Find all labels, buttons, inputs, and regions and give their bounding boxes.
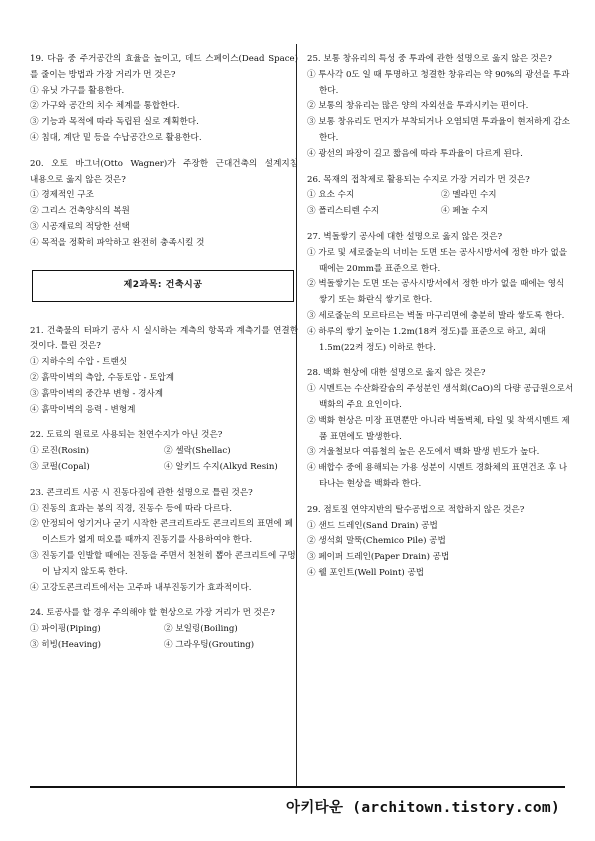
option: ③ 보통 창유리도 먼지가 부착되거나 오염되면 투과율이 현저하게 감소한다. xyxy=(307,117,570,143)
option: ② 안정되어 엉기거나 굳기 시작한 콘크리트라도 콘크리트의 표면에 페이스트가 엷게 떠오를 때까지 진동기를 사용하여야 한다. xyxy=(30,519,293,546)
question-19 xyxy=(30,52,298,147)
option: ③ 폴리스티렌 수지 xyxy=(307,206,380,217)
option: ③ 세로줄눈의 모르타르는 벽돌 마구리면에 충분히 발라 쌓도록 한다. xyxy=(307,310,565,321)
option: ① 로진(Rosin) xyxy=(30,446,89,457)
option: ④ 페놀 수지 xyxy=(441,206,489,217)
column-divider xyxy=(296,44,297,786)
option: ④ 침대, 계단 밑 등을 수납공간으로 활용한다. xyxy=(30,132,202,143)
option-row xyxy=(30,622,298,638)
question-stem: 29. 점토질 연약지반의 탈수공법으로 적합하지 않은 것은? xyxy=(307,504,525,515)
option: ② 보통의 창유리는 많은 양의 자외선을 투과시키는 편이다. xyxy=(307,101,529,112)
option: ④ 배합수 중에 용해되는 가용 성분이 시멘트 경화체의 표면건조 후 나타나는 현상을 백화라 한다. xyxy=(307,463,568,489)
section-title-box xyxy=(32,270,294,302)
option: ② 흙막이벽의 측압, 수동토압 - 토압계 xyxy=(30,372,175,383)
option: ① 경제적인 구조 xyxy=(30,190,94,201)
question-stem: 26. 목재의 접착제로 활용되는 수지로 가장 거리가 먼 것은? xyxy=(307,174,530,185)
option: ① 요소 수지 xyxy=(307,190,355,201)
question-stem: 20. 오토 바그너(Otto Wagner)가 주장한 근대건축의 설계지침 내용으로 옳지 않은 것은? xyxy=(30,158,298,185)
question-26 xyxy=(307,173,575,220)
option: ④ 그라우팅(Grouting) xyxy=(164,639,255,650)
option: ① 진동의 효과는 봉의 직경, 진동수 등에 따라 다르다. xyxy=(30,503,232,514)
option: ① 파이핑(Piping) xyxy=(30,624,101,635)
option: ④ 흙막이벽의 응력 - 변형계 xyxy=(30,404,136,415)
option: ① 투사각 0도 일 때 투명하고 청결한 창유리는 약 90%의 광선을 투과한다. xyxy=(307,69,570,96)
footer-rule xyxy=(30,786,565,788)
option-row xyxy=(30,638,298,654)
left-column xyxy=(30,52,298,664)
question-20 xyxy=(30,157,298,252)
question-stem: 25. 보통 창유리의 특성 중 투과에 관한 설명으로 옳지 않은 것은? xyxy=(307,54,552,64)
option: ④ 웰 포인트(Well Point) 공법 xyxy=(307,567,425,578)
option: ① 샌드 드레인(Sand Drain) 공법 xyxy=(307,520,438,531)
option: ② 멜라민 수지 xyxy=(441,190,497,201)
option: ② 생석회 말뚝(Chemico Pile) 공법 xyxy=(307,536,446,547)
option: ③ 흙막이벽의 중간부 변형 - 경사계 xyxy=(30,388,164,399)
footer-site-credit: 아키타운 (architown.tistory.com) xyxy=(286,800,560,816)
option: ④ 목적을 정확히 파악하고 완전히 충족시킬 것 xyxy=(30,237,205,248)
question-29 xyxy=(307,503,575,582)
question-stem: 24. 토공사를 할 경우 주의해야 할 현상으로 가장 거리가 먼 것은? xyxy=(30,608,275,619)
option: ② 보일링(Boiling) xyxy=(164,624,238,635)
option: ④ 광선의 파장이 길고 짧음에 따라 투과율이 다르게 된다. xyxy=(307,148,523,159)
option: ② 셀락(Shellac) xyxy=(164,446,231,457)
question-stem: 21. 건축물의 터파기 공사 시 실시하는 계측의 항목과 계측기를 연결한 것이다. 틀린 것은? xyxy=(30,325,298,352)
option: ② 벽돌쌓기는 도면 또는 공사시방서에서 정한 바가 없을 때에는 영식 쌓기 또는 화란식 쌓기로 한다. xyxy=(307,279,565,306)
question-stem: 23. 콘크리트 시공 시 진동다짐에 관한 설명으로 틀린 것은? xyxy=(30,487,253,498)
question-24 xyxy=(30,606,298,653)
option: ④ 하루의 쌓기 높이는 1.2m(18켜 정도)를 표준으로 하고, 최대 1.5m(22켜 정도) 이하로 한다. xyxy=(307,326,546,353)
question-stem: 28. 백화 현상에 대한 설명으로 옳지 않은 것은? xyxy=(307,368,486,379)
option: ③ 코펄(Copal) xyxy=(30,461,90,472)
option: ③ 페이퍼 드레인(Paper Drain) 공법 xyxy=(307,552,450,563)
question-28 xyxy=(307,366,575,492)
option-row xyxy=(30,444,298,460)
option: ① 유닛 가구를 활용한다. xyxy=(30,85,125,96)
option: ② 가구와 공간의 치수 체계를 통합한다. xyxy=(30,101,180,112)
option: ② 백화 현상은 미장 표면뿐만 아니라 벽돌벽체, 타일 및 착색시멘트 제품 표면에도 발생한다. xyxy=(307,415,570,442)
question-stem: 19. 다음 중 주거공간의 효율을 높이고, 데드 스페이스(Dead Space)를 줄이는 방법과 가장 거리가 먼 것은? xyxy=(30,54,298,80)
question-25 xyxy=(307,52,575,163)
option: ③ 기능과 목적에 따라 독립된 실로 계획한다. xyxy=(30,117,199,128)
option-row xyxy=(30,460,298,476)
question-21 xyxy=(30,324,298,419)
option: ① 지하수의 수압 - 트랜싯 xyxy=(30,357,128,368)
question-23 xyxy=(30,486,298,597)
right-column xyxy=(307,52,575,592)
option: ④ 고강도콘크리트에서는 고주파 내부진동기가 효과적이다. xyxy=(30,582,252,593)
option: ④ 알키드 수지(Alkyd Resin) xyxy=(164,461,278,472)
option: ① 시멘트는 수산화칼슘의 주성분인 생석회(CaO)의 다량 공급원으로서 백화의 주요 요인이다. xyxy=(307,384,574,410)
question-22 xyxy=(30,428,298,475)
option: ③ 진동기를 인발할 때에는 진동을 주면서 천천히 뽑아 콘크리트에 구멍이 남지지 않도록 한다. xyxy=(30,550,296,577)
option: ③ 시공재료의 적당한 선택 xyxy=(30,221,130,232)
question-27 xyxy=(307,230,575,356)
option: ① 가로 및 세로줄눈의 너비는 도면 또는 공사시방서에 정한 바가 없을 때에는 20mm를 표준으로 한다. xyxy=(307,247,568,274)
option: ③ 히빙(Heaving) xyxy=(30,639,101,650)
option-row xyxy=(307,204,575,220)
option-row xyxy=(307,188,575,204)
section-title: 제2과목: 건축시공 xyxy=(123,279,203,290)
question-stem: 27. 벽돌쌓기 공사에 대한 설명으로 옳지 않은 것은? xyxy=(307,231,503,242)
option: ② 그리스 건축양식의 복원 xyxy=(30,206,130,217)
question-stem: 22. 도료의 원료로 사용되는 천연수지가 아닌 것은? xyxy=(30,430,223,441)
option: ③ 겨울철보다 여름철의 높은 온도에서 백화 발생 빈도가 높다. xyxy=(307,447,540,458)
